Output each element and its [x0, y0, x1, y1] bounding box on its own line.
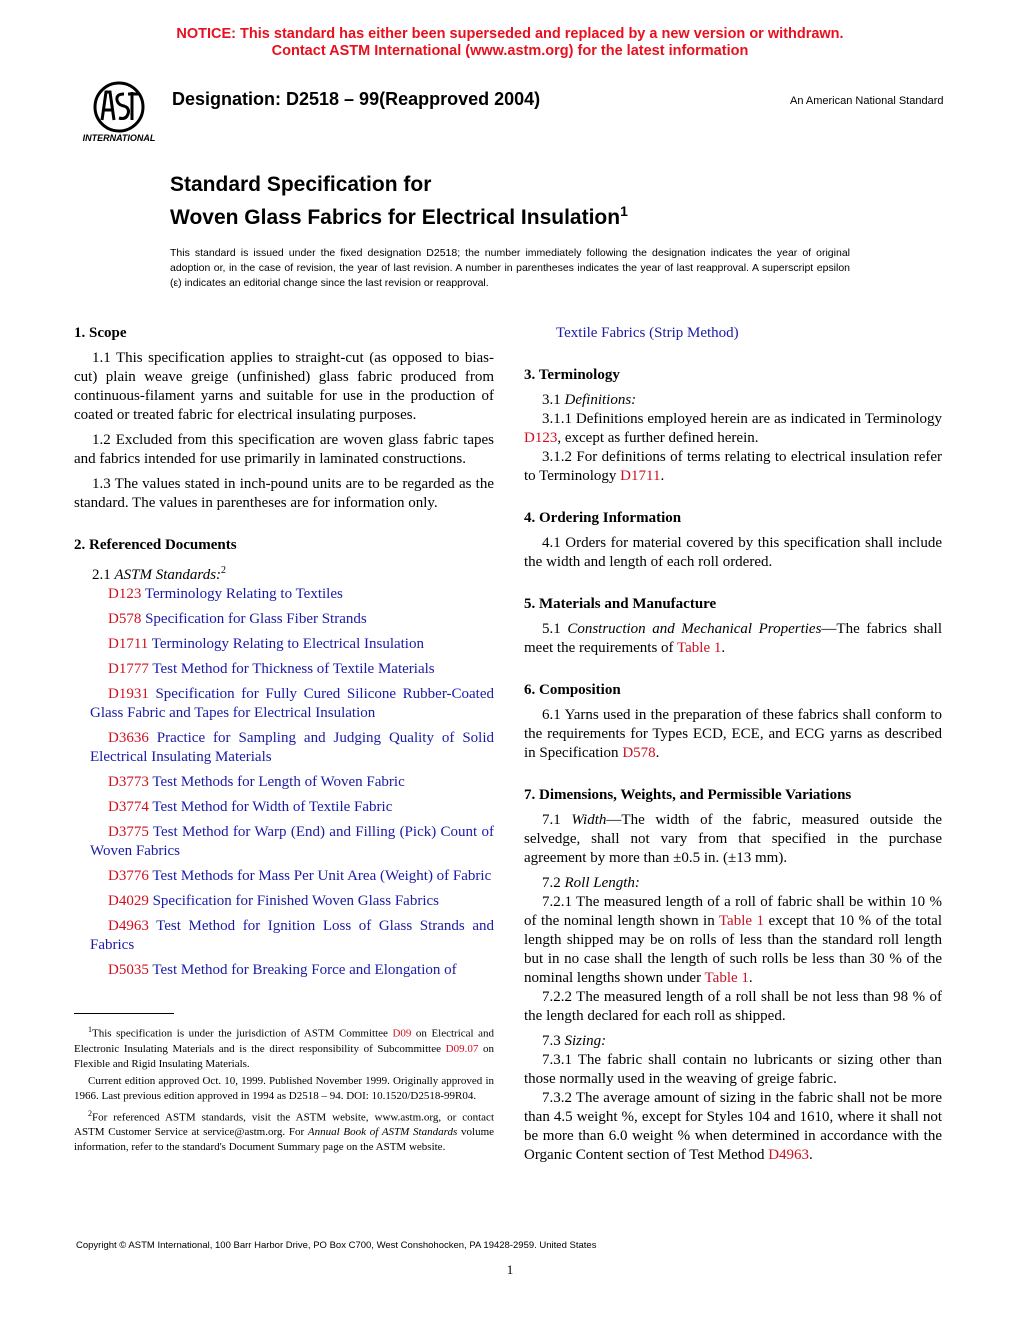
annual-book-title: Annual Book of ASTM Standards — [307, 1126, 458, 1139]
reference-item — [74, 961, 494, 980]
reference-code-link[interactable]: D578 — [108, 611, 142, 627]
d123-link[interactable]: D123 — [524, 430, 558, 446]
reference-code-link[interactable]: D3776 — [108, 868, 149, 884]
references-heading: 2. Referenced Documents — [74, 537, 237, 553]
text: on Flexible and Rigid Insulating Materials. — [74, 1042, 495, 1070]
materials-heading: 5. Materials and Manufacture — [524, 596, 717, 612]
reference-code-link[interactable]: D3773 — [108, 774, 149, 790]
referenced-documents-list — [74, 585, 494, 980]
reference-item — [74, 892, 494, 911]
reference-item — [74, 685, 494, 723]
reference-item — [74, 773, 494, 792]
title-line-1: Standard Specification for — [170, 173, 432, 196]
intro-number: 2.1 — [92, 567, 111, 583]
d4963-link[interactable]: D4963 — [768, 1147, 810, 1163]
right-column — [524, 324, 942, 1171]
num: 7.1 — [542, 812, 561, 828]
label: Definitions: — [564, 392, 637, 408]
reference-item — [74, 798, 494, 817]
reference-title-link[interactable]: Specification for Fully Cured Silicone Rubber-Coated Glass Fabric and Tapes for Electrical Insulation — [90, 686, 495, 721]
ordering-heading: 4. Ordering Information — [524, 510, 682, 526]
reference-continuation[interactable]: Textile Fabrics (Strip Method) — [556, 325, 739, 341]
label: Sizing: — [564, 1033, 607, 1049]
designation: Designation: D2518 – 99(Reapproved 2004) — [172, 89, 541, 109]
footnote-mark: 1 — [88, 1025, 92, 1034]
text: 3.1.1 Definitions employed herein are as indicated in Terminology — [542, 411, 942, 427]
footnote-rule — [74, 1013, 174, 1014]
composition-6-1 — [524, 706, 942, 763]
reference-title-link[interactable]: Practice for Sampling and Judging Quality of Solid Electrical Insulating Materials — [90, 730, 495, 765]
intro-footnote-mark: 2 — [221, 565, 227, 576]
d09-link[interactable]: D09 — [392, 1027, 412, 1040]
national-standard-label: An American National Standard — [790, 95, 944, 107]
footnote-mark: 2 — [88, 1108, 92, 1118]
title-line-2-text: Woven Glass Fabrics for Electrical Insulation — [170, 206, 621, 229]
footnote-1-edition: Current edition approved Oct. 10, 1999. Published November 1999. Originally approved in 1966. Last previous edition approved in 1994 as D2518 – 94. DOI: 10.1520/D2518-99R04. — [74, 1074, 494, 1102]
reference-code-link[interactable]: D4029 — [108, 893, 149, 909]
reference-title-link[interactable]: Test Method for Width of Textile Fabric — [152, 799, 393, 815]
scope-1-1: 1.1 This specification applies to straight-cut (as opposed to bias-cut) plain weave greige (unfinished) glass fabric produced from continuous-filament yarns and suitable for use in the production of coated or treated fabric for electrical insulating purposes. — [74, 350, 494, 423]
reference-code-link[interactable]: D5035 — [108, 962, 149, 978]
dimensions-7-3-2 — [524, 1089, 942, 1165]
d578-link[interactable]: D578 — [622, 745, 656, 761]
scope-heading: 1. Scope — [74, 325, 127, 341]
text: . — [809, 1147, 813, 1163]
reference-code-link[interactable]: D1931 — [108, 686, 149, 702]
text: For referenced ASTM standards, visit the ASTM website, www.astm.org, or contact ASTM Customer Service at service@astm.org. For — [74, 1111, 494, 1139]
terminology-3-1-1 — [524, 410, 942, 448]
label: Roll Length: — [564, 875, 640, 891]
reference-title-link[interactable]: Test Methods for Mass Per Unit Area (Weight) of Fabric — [152, 868, 492, 884]
reference-title-link[interactable]: Test Method for Ignition Loss of Glass Strands and Fabrics — [90, 918, 494, 953]
label: Construction and Mechanical Properties — [567, 621, 822, 637]
title-line-2 — [170, 198, 628, 231]
reference-item — [74, 917, 494, 955]
reference-title-link[interactable]: Specification for Glass Fiber Strands — [145, 611, 367, 627]
text: . — [721, 640, 726, 656]
reference-code-link[interactable]: D3774 — [108, 799, 149, 815]
composition-heading: 6. Composition — [524, 682, 621, 698]
dimensions-7-2-2: 7.2.2 The measured length of a roll shall be not less than 98 % of the length declared for each roll as shipped. — [524, 989, 942, 1024]
text: except that 10 % of the total length shipped may be on rolls of less than the standard roll length but in no case shall the length of such rolls be less than 30 % of the nominal lengths shown under — [524, 913, 943, 986]
reference-item — [74, 635, 494, 654]
notice-line-1: NOTICE: This standard has either been superseded and replaced by a new version or withdrawn. — [176, 26, 844, 42]
text: on Electrical and Electronic Insulating Materials and is the direct responsibility of Subcommittee — [74, 1027, 494, 1055]
reference-code-link[interactable]: D3775 — [108, 824, 149, 840]
scope-1-3: 1.3 The values stated in inch-pound units are to be regarded as the standard. The values in parentheses are for information only. — [74, 476, 494, 511]
page-number: 1 — [506, 1262, 514, 1277]
num: 5.1 — [542, 621, 561, 637]
terminology-3-1 — [524, 391, 942, 410]
d09-07-link[interactable]: D09.07 — [445, 1042, 479, 1055]
reference-item — [74, 823, 494, 861]
reference-title-link[interactable]: Terminology Relating to Textiles — [144, 586, 343, 602]
reference-title-link[interactable]: Test Method for Thickness of Textile Materials — [152, 661, 435, 677]
table-1-link[interactable]: Table 1 — [718, 913, 765, 929]
dimensions-7-3-1: 7.3.1 The fabric shall contain no lubricants or sizing other than those normally used in the weaving of greige fabric. — [524, 1052, 942, 1087]
reference-code-link[interactable]: D1777 — [108, 661, 149, 677]
reference-code-link[interactable]: D4963 — [108, 918, 149, 934]
astm-logo-icon — [74, 80, 164, 144]
reference-item — [74, 585, 494, 604]
astm-logo — [74, 80, 164, 144]
page-title — [170, 172, 628, 231]
dimensions-7-2-1 — [524, 893, 942, 988]
footnote-2 — [74, 1106, 494, 1156]
text: 7.3.2 The average amount of sizing in the fabric shall not be more than 4.5 weight %, except for Styles 104 and 1610, where it shall not be more than 6.0 weight % when determined in accordance with the Organic Content section of Test Method — [524, 1090, 942, 1163]
reference-title-link[interactable]: Terminology Relating to Electrical Insulation — [151, 636, 424, 652]
issuance-note: This standard is issued under the fixed designation D2518; the number immediately following the designation indicates the year of original adoption or, in the case of revision, the year of last revision. A number in parentheses indicates the year of last reapproval. A superscript epsilon (ε) indicates an editorial change since the last revision or reapproval. — [170, 247, 850, 289]
reference-code-link[interactable]: D1711 — [108, 636, 149, 652]
notice-line-2: Contact ASTM International (www.astm.org) for the latest information — [271, 43, 749, 59]
scope-1-2: 1.2 Excluded from this specification are woven glass fabric tapes and fabrics intended for use primarily in laminated constructions. — [74, 432, 494, 467]
dimensions-7-2 — [524, 874, 942, 893]
text: —The fabrics shall meet the requirements of — [524, 621, 942, 656]
table-1-link[interactable]: Table 1 — [677, 640, 722, 656]
text: . — [660, 468, 665, 484]
terminology-heading: 3. Terminology — [524, 367, 620, 383]
num: 7.3 — [542, 1033, 561, 1049]
reference-code-link[interactable]: D3636 — [108, 730, 149, 746]
terminology-3-1-2 — [524, 448, 942, 486]
reference-item — [74, 729, 494, 767]
reference-title-link[interactable]: Test Method for Breaking Force and Elongation of — [152, 962, 457, 978]
footnote-1 — [74, 1022, 494, 1072]
reference-title-link[interactable]: Test Method for Warp (End) and Filling (Pick) Count of Woven Fabrics — [90, 824, 494, 859]
d1711-link[interactable]: D1711 — [620, 468, 661, 484]
dimensions-7-1 — [524, 811, 942, 868]
text: This specification is under the jurisdiction of ASTM Committee — [92, 1027, 393, 1040]
ordering-4-1: 4.1 Orders for material covered by this specification shall include the width and length of each roll ordered. — [524, 535, 942, 570]
dimensions-heading: 7. Dimensions, Weights, and Permissible Variations — [524, 787, 852, 803]
materials-5-1 — [524, 620, 942, 658]
astm-standards-intro — [74, 561, 494, 585]
copyright: Copyright © ASTM International, 100 Barr Harbor Drive, PO Box C700, West Conshohocken, PA 19428-2959. United States — [76, 1240, 597, 1251]
num: 7.2 — [542, 875, 561, 891]
num: 3.1 — [542, 392, 561, 408]
logo-org-name: INTERNATIONAL — [82, 133, 156, 143]
text: volume information, refer to the standard's Document Summary page on the ASTM website. — [74, 1126, 495, 1154]
reference-title-link[interactable]: Test Methods for Length of Woven Fabric — [152, 774, 405, 790]
text: , except as further defined herein. — [557, 430, 759, 446]
text: —The width of the fabric, measured outside the selvedge, shall not vary from that specified in the purchase agreement by more than ±0.5 in. (±13 mm). — [524, 812, 942, 866]
left-column — [74, 324, 494, 986]
title-footnote-mark: 1 — [620, 203, 628, 219]
text: 6.1 Yarns used in the preparation of these fabrics shall conform to the requirements for Types ECD, ECE, and ECG yarns as described in Specification — [524, 707, 942, 761]
text: . — [655, 745, 660, 761]
text: . — [748, 970, 753, 986]
dimensions-7-3 — [524, 1032, 942, 1051]
reference-item — [74, 660, 494, 679]
superseded-notice — [0, 26, 1020, 60]
text: 7.2.1 The measured length of a roll of fabric shall be within 10 % of the nominal length shown in — [524, 894, 942, 929]
table-1-link[interactable]: Table 1 — [704, 970, 749, 986]
reference-item — [74, 610, 494, 629]
text: 3.1.2 For definitions of terms relating to electrical insulation refer to Terminology — [524, 449, 942, 484]
label: Width — [571, 812, 607, 828]
reference-code-link[interactable]: D123 — [108, 586, 142, 602]
footnotes — [74, 1022, 494, 1157]
reference-title-link[interactable]: Specification for Finished Woven Glass Fabrics — [152, 893, 439, 909]
intro-label: ASTM Standards: — [114, 567, 222, 583]
reference-item — [74, 867, 494, 886]
